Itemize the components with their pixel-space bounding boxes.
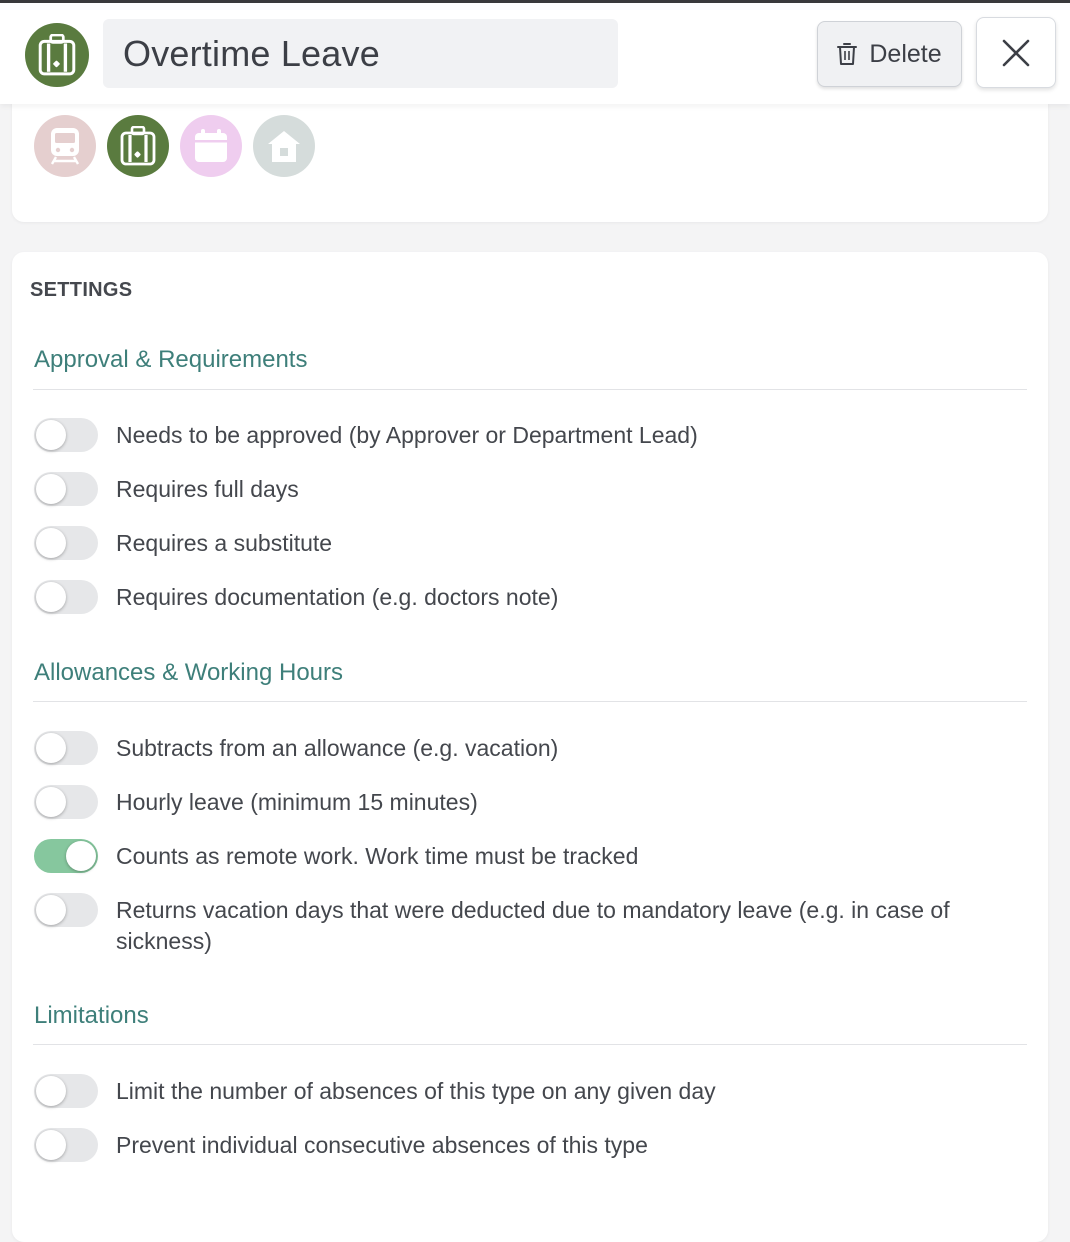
toggle-limit-absences-per-day[interactable] bbox=[34, 1074, 98, 1108]
divider bbox=[33, 1044, 1027, 1045]
section-title-approval: Approval & Requirements bbox=[34, 346, 308, 373]
toggle-hourly-leave[interactable] bbox=[34, 785, 98, 819]
option-label-limit-absences-per-day: Limit the number of absences of this type on any given day bbox=[116, 1078, 716, 1104]
toggle-prevent-consecutive-absences[interactable] bbox=[34, 1128, 98, 1162]
toggle-knob bbox=[66, 841, 96, 871]
suitcase-icon bbox=[37, 34, 77, 76]
train-icon bbox=[48, 127, 82, 165]
option-label-hourly-leave: Hourly leave (minimum 15 minutes) bbox=[116, 789, 478, 815]
toggle-knob bbox=[36, 582, 66, 612]
option-label-requires-full-days: Requires full days bbox=[116, 476, 299, 502]
option-label-returns-vacation-days: Returns vacation days that were deducted due to mandatory leave (e.g. in case of sickness) bbox=[116, 897, 950, 954]
toggle-knob bbox=[36, 474, 66, 504]
settings-title: SETTINGS bbox=[30, 279, 133, 301]
icon-option-calendar[interactable] bbox=[180, 115, 242, 177]
icon-option-suitcase[interactable] bbox=[107, 115, 169, 177]
icon-option-house[interactable] bbox=[253, 115, 315, 177]
delete-button-label: Delete bbox=[869, 39, 942, 68]
option-label-needs-approval: Needs to be approved (by Approver or Department Lead) bbox=[116, 422, 698, 448]
close-icon bbox=[1002, 39, 1030, 67]
divider bbox=[33, 389, 1027, 390]
house-icon bbox=[266, 129, 302, 163]
option-label-requires-substitute: Requires a substitute bbox=[116, 530, 333, 556]
icon-option-train[interactable] bbox=[34, 115, 96, 177]
leave-type-name-input[interactable] bbox=[103, 19, 618, 88]
toggle-requires-substitute[interactable] bbox=[34, 526, 98, 560]
trash-icon bbox=[837, 42, 857, 66]
dialog-header bbox=[0, 3, 1070, 104]
delete-button[interactable] bbox=[817, 21, 962, 87]
close-button[interactable] bbox=[976, 17, 1056, 88]
toggle-knob bbox=[36, 420, 66, 450]
toggle-subtracts-allowance[interactable] bbox=[34, 731, 98, 765]
leave-type-icon-button[interactable] bbox=[25, 23, 89, 87]
toggle-knob bbox=[36, 787, 66, 817]
toggle-knob bbox=[36, 1130, 66, 1160]
section-title-limitations: Limitations bbox=[34, 1002, 149, 1029]
toggle-knob bbox=[36, 895, 66, 925]
toggle-remote-work[interactable] bbox=[34, 839, 98, 873]
toggle-knob bbox=[36, 733, 66, 763]
section-title-allowances: Allowances & Working Hours bbox=[34, 659, 344, 686]
divider bbox=[33, 701, 1027, 702]
toggle-requires-documentation[interactable] bbox=[34, 580, 98, 614]
option-label-remote-work: Counts as remote work. Work time must be tracked bbox=[116, 843, 639, 869]
toggle-knob bbox=[36, 528, 66, 558]
option-label-prevent-consecutive-absences: Prevent individual consecutive absences of this type bbox=[116, 1132, 648, 1158]
option-label-subtracts-allowance: Subtracts from an allowance (e.g. vacation) bbox=[116, 735, 559, 761]
suitcase-icon bbox=[119, 126, 157, 166]
option-label-requires-documentation: Requires documentation (e.g. doctors note) bbox=[116, 584, 559, 610]
toggle-needs-approval[interactable] bbox=[34, 418, 98, 452]
calendar-icon bbox=[193, 128, 229, 164]
toggle-returns-vacation-days[interactable] bbox=[34, 893, 98, 927]
toggle-knob bbox=[36, 1076, 66, 1106]
toggle-requires-full-days[interactable] bbox=[34, 472, 98, 506]
